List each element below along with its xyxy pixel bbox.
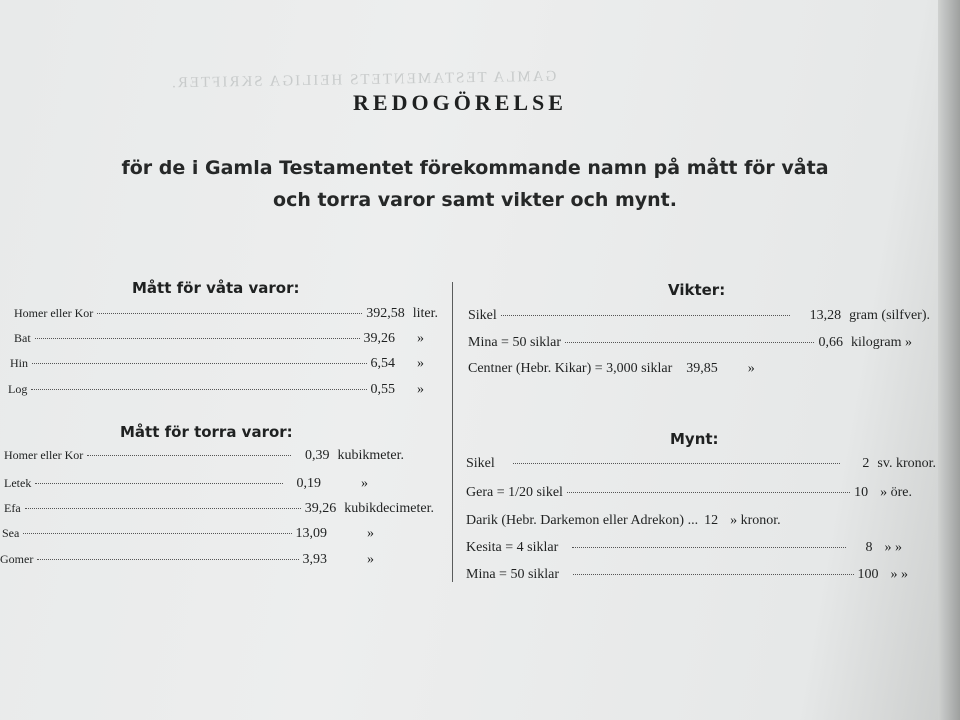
coin-row — [466, 513, 938, 529]
wet-row — [14, 331, 424, 347]
weight-row — [468, 308, 930, 324]
row-unit: kubikdecimeter. — [344, 501, 434, 516]
row-name: Homer eller Kor — [4, 448, 84, 462]
wet-measures-heading: Mått för våta varor: — [132, 279, 300, 297]
row-unit: sv. kronor. — [877, 456, 936, 471]
row-unit: » — [417, 331, 424, 346]
row-unit: » » — [884, 540, 902, 555]
row-unit: » » — [890, 567, 908, 582]
wet-row — [10, 356, 424, 372]
row-name: Sea — [2, 526, 20, 540]
coin-row — [466, 456, 936, 472]
row-value: 0,39 — [305, 448, 330, 463]
page-title: REDOGÖRELSE — [353, 90, 567, 115]
row-value: 6,54 — [370, 356, 395, 371]
row-name: Efa — [4, 501, 21, 515]
leader-dots — [573, 574, 853, 575]
row-unit: » — [367, 526, 374, 541]
leader-dots — [567, 492, 850, 493]
row-unit: kubikmeter. — [337, 448, 404, 463]
dry-measures-heading: Mått för torra varor: — [120, 423, 293, 441]
row-value: 10 — [854, 485, 869, 500]
row-value: 39,85 — [686, 361, 718, 376]
row-name: Mina = 50 siklar — [466, 567, 560, 582]
row-name: Letek — [4, 476, 32, 490]
row-unit: kilogram » — [850, 335, 912, 350]
weight-row — [468, 361, 868, 377]
coins-heading: Mynt: — [670, 430, 719, 448]
coin-row — [466, 567, 908, 583]
leader-dots — [23, 533, 291, 534]
row-name: Homer eller Kor — [14, 306, 94, 320]
row-name: Gera = 1/20 sikel — [466, 485, 563, 500]
leader-dots — [35, 338, 360, 339]
leader-dots — [35, 483, 282, 484]
dry-row — [0, 552, 374, 568]
row-unit: » öre. — [880, 485, 912, 500]
row-name: Mina = 50 siklar — [468, 335, 562, 350]
dry-row — [4, 476, 368, 492]
row-name: Centner (Hebr. Kikar) = 3,000 siklar — [468, 361, 673, 376]
dry-row — [4, 501, 434, 517]
leader-dots — [501, 315, 790, 316]
row-value: 392,58 — [366, 306, 405, 321]
leader-dots — [25, 508, 301, 509]
leader-dots — [37, 559, 298, 560]
coin-row — [466, 540, 902, 556]
leader-dots — [32, 363, 367, 364]
row-unit: » — [361, 476, 368, 491]
page-subtitle — [90, 152, 860, 216]
row-unit: » — [417, 382, 424, 397]
weight-row — [468, 335, 912, 351]
row-name: Sikel — [468, 308, 497, 323]
row-value: 100 — [857, 567, 879, 582]
dry-row — [2, 526, 374, 542]
row-unit: gram (silfver). — [849, 308, 930, 323]
row-name: Hin — [10, 356, 28, 370]
leader-dots — [31, 389, 366, 390]
row-name: Darik (Hebr. Darkemon eller Adrekon) ... — [466, 513, 699, 528]
row-value: 3,93 — [302, 552, 327, 567]
row-value: 13,28 — [809, 308, 842, 323]
row-unit: » — [747, 361, 755, 376]
row-value: 2 — [862, 456, 870, 471]
weights-heading: Vikter: — [668, 281, 726, 299]
subtitle-line-1: för de i Gamla Testamentet förekommande namn på mått för våta — [121, 157, 829, 179]
row-value: 0,19 — [296, 476, 321, 491]
wet-row — [14, 306, 438, 322]
leader-dots — [87, 455, 291, 456]
subtitle-line-2: och torra varor samt vikter och mynt. — [273, 189, 677, 211]
row-value: 13,09 — [295, 526, 327, 541]
row-value: 8 — [865, 540, 873, 555]
row-name: Kesita = 4 siklar — [466, 540, 559, 555]
row-name: Log — [8, 382, 28, 396]
row-unit: » — [367, 552, 374, 567]
coin-row — [466, 485, 912, 501]
row-value: 0,66 — [818, 335, 843, 350]
row-value: 0,55 — [370, 382, 395, 397]
row-name: Gomer — [0, 552, 34, 566]
leader-dots — [513, 463, 841, 464]
row-unit: » — [417, 356, 424, 371]
row-value: 39,26 — [363, 331, 395, 346]
dry-row — [4, 448, 404, 464]
book-spine — [938, 0, 960, 720]
row-name: Bat — [14, 331, 31, 345]
row-value: 39,26 — [304, 501, 337, 516]
row-name: Sikel — [466, 456, 495, 471]
leader-dots — [572, 547, 845, 548]
leader-dots — [97, 313, 362, 314]
wet-row — [8, 382, 424, 398]
row-unit: liter. — [412, 306, 438, 321]
column-divider — [452, 282, 453, 582]
row-value: 12 — [704, 513, 719, 528]
leader-dots — [565, 342, 814, 343]
bleedthrough-header: GAMLA TESTAMENTETS HEILIGA SKRIFTER. — [169, 68, 557, 92]
row-unit: » kronor. — [730, 513, 781, 528]
